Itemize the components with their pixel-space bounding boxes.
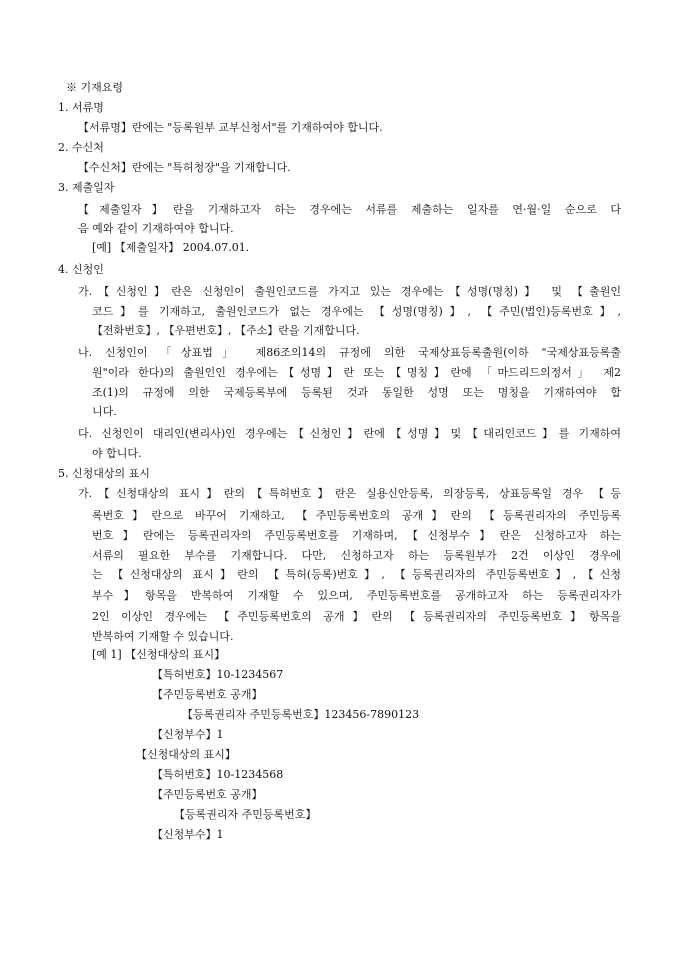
section-4-item-na-line: 니다. — [92, 405, 117, 418]
section-5-item-ga-line: 는 【신청대상의 표시】란의 【특허(등록)번호】, 【등록권리자의 주민등록번호】,【신청 — [92, 568, 621, 581]
section-4-item-da-line: 다. 신청인이 대리인(변리사)인 경우에는【신청인】란에【성명】및【대리인코드】를 기재하여 — [78, 427, 621, 440]
section-4-item-da-line: 야 합니다. — [92, 447, 142, 460]
section-4-item-na-line: 조(1)의 규정에 의한 국제등록부에 등록된 것과 동일한 성명 또는 명칭을 기재하여야 합 — [92, 386, 621, 399]
example-line: 【등록권리자 주민등록번호】123456-7890123 — [182, 708, 420, 721]
notes-heading: ※ 기재요령 — [66, 81, 124, 94]
section-1-title: 1. 서류명 — [58, 101, 104, 114]
example-line: 【신청대상의 표시】 — [136, 748, 236, 761]
section-5-item-ga-line: 부수】항목을 반복하여 기재할 수 있으며, 주민등록번호를 공개하고자 하는 등록권리자가 — [92, 589, 621, 602]
section-5-item-ga-line: 2인 이상인 경우에는 【주민등록번호의 공개】란의 【등록권리자의 주민등록번호】항목을 — [92, 610, 621, 623]
section-2-text: 【수신처】란에는 "특허청장"을 기재합니다. — [78, 161, 291, 174]
example-heading: [예 1] 【신청대상의 표시】 — [92, 648, 226, 661]
section-5-item-ga-line: 번호】란에는 등록권리자의 주민등록번호를 기재하며,【신청부수】란은 신청하고자 하는 — [92, 529, 621, 542]
section-3-title: 3. 제출일자 — [58, 181, 115, 194]
section-5-item-ga-line: 반복하여 기재할 수 있습니다. — [92, 630, 234, 643]
section-5-title: 5. 신청대상의 표시 — [58, 467, 150, 480]
example-line: 【등록권리자 주민등록번호】 — [174, 808, 317, 821]
example-line: 【신청부수】1 — [152, 828, 224, 841]
section-3-text-line: 음 예와 같이 기재하여야 합니다. — [78, 222, 234, 235]
section-5-item-ga-line: 서류의 필요한 부수를 기재합니다. 다만, 신청하고자 하는 등록원부가 2건 이상인 경우에 — [92, 549, 621, 562]
section-4-item-ga-line: 【전화번호】, 【우편번호】, 【주소】란을 기재합니다. — [92, 324, 360, 337]
section-2-title: 2. 수신처 — [58, 141, 104, 154]
section-4-item-ga-line: 가.【신청인】란은 신청인이 출원인코드를 가지고 있는 경우에는【성명(명칭)】 및 【출원인 — [78, 285, 621, 298]
example-line: 【특허번호】10-1234568 — [152, 768, 284, 781]
example-line: 【주민등록번호 공개】 — [152, 788, 263, 801]
section-3-example: [예] 【제출일자】 2004.07.01. — [92, 241, 250, 254]
section-5-item-ga-line: 가.【신청대상의 표시】란의【특허번호】란은 실용신안등록, 의장등록, 상표등록일 경우 【등 — [78, 487, 621, 500]
section-4-item-ga-line: 코드】를 기재하고, 출원인코드가 없는 경우에는 【성명(명칭)】, 【주민(법인)등록번호】, — [92, 305, 621, 318]
section-5-item-ga-line: 록번호】란으로 바꾸어 기재하고, 【주민등록번호의 공개】란의 【등록권리자의 주민등록 — [92, 509, 621, 522]
section-4-item-na-line: 나. 신청인이 「상표법」 제86조의14의 규정에 의한 국제상표등록출원(이하 "국제상표등록출 — [78, 346, 621, 359]
section-4-title: 4. 신청인 — [58, 263, 104, 276]
section-1-text: 【서류명】란에는 "등록원부 교부신청서"를 기재하여야 합니다. — [78, 121, 383, 134]
example-line: 【주민등록번호 공개】 — [152, 688, 263, 701]
section-4-item-na-line: 원"이라 한다)의 출원인인 경우에는【성명】란 또는【명칭】란에 「마드리드의정서」 제2 — [92, 366, 621, 379]
example-line: 【신청부수】1 — [152, 728, 224, 741]
section-3-text-line: 【제출일자】란을 기재하고자 하는 경우에는 서류를 제출하는 일자를 연·월·일 순으로 다 — [78, 203, 621, 216]
example-line: 【특허번호】10-1234567 — [152, 668, 284, 681]
